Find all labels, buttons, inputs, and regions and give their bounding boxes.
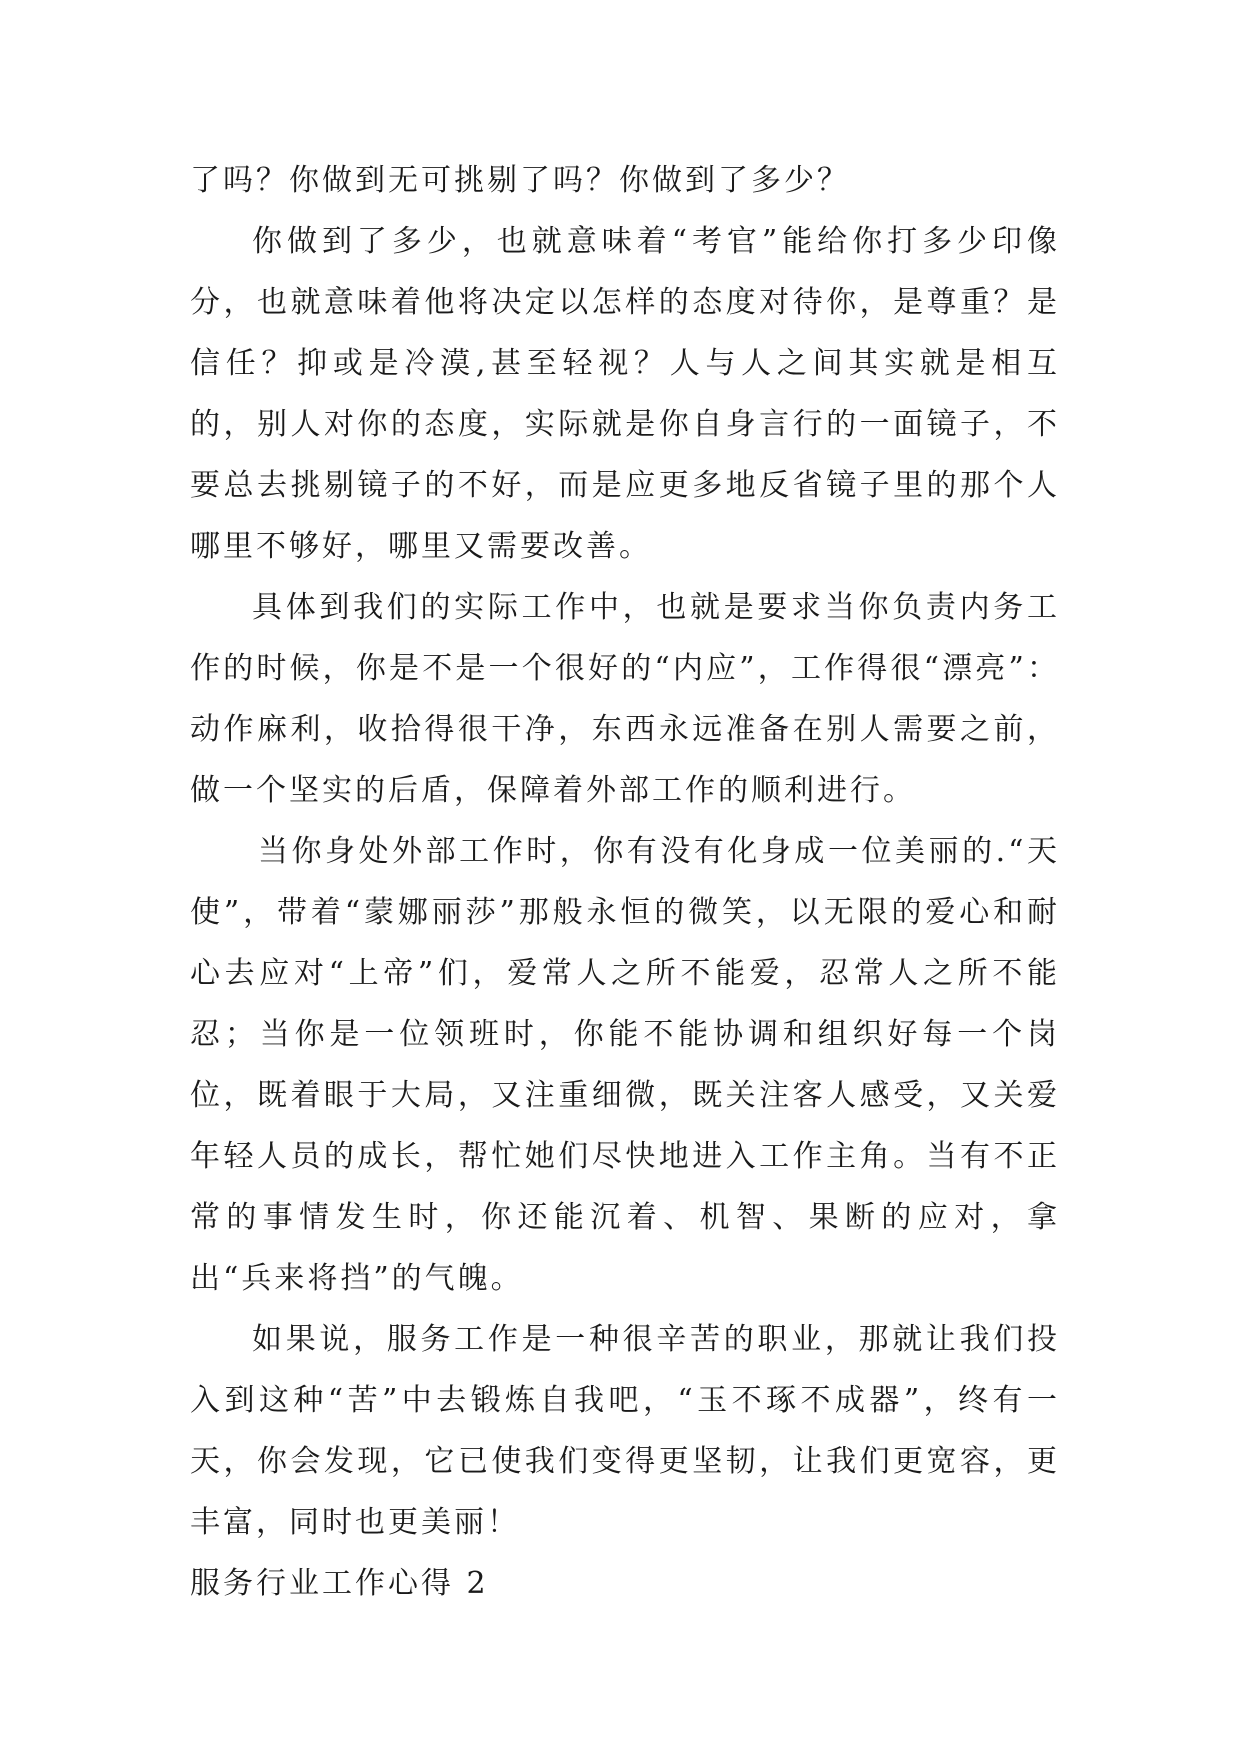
document-body bbox=[190, 150, 1060, 1614]
paragraph-internal-work: 具体到我们的实际工作中，也就是要求当你负责内务工作的时候，你是不是一个很好的“内应”，工作得很“漂亮”：动作麻利，收拾得很干净，东西永远准备在别人需要之前，做一个坚实的后盾，保障着外部工作的顺利进行。 bbox=[190, 590, 1060, 808]
paragraph-continuation: 了吗？你做到无可挑剔了吗？你做到了多少？ bbox=[190, 163, 850, 198]
paragraph-impression: 你做到了多少，也就意味着“考官”能给你打多少印像分，也就意味着他将决定以怎样的态度对待你，是尊重？是信任？抑或是冷漠,甚至轻视？人与人之间其实就是相互的，别人对你的态度，实际就是你自身言行的一面镜子，不要总去挑剔镜子的不好，而是应更多地反省镜子里的那个人哪里不够好，哪里又需要改善。 bbox=[190, 224, 1060, 564]
paragraph-external-work: 当你身处外部工作时，你有没有化身成一位美丽的.“天使”，带着“蒙娜丽莎”那般永恒的微笑，以无限的爱心和耐心去应对“上帝”们，爱常人之所不能爱，忍常人之所不能忍；当你是一位领班时，你能不能协调和组织好每一个岗位，既着眼于大局，又注重细微，既关注客人感受，又关爱年轻人员的成长，帮忙她们尽快地进入工作主角。当有不正常的事情发生时，你还能沉着、机智、果断的应对，拿出“兵来将挡”的气魄。 bbox=[190, 834, 1060, 1296]
paragraph-conclusion: 如果说，服务工作是一种很辛苦的职业，那就让我们投入到这种“苦”中去锻炼自我吧，“玉不琢不成器”，终有一天，你会发现，它已使我们变得更坚韧，让我们更宽容，更丰富，同时也更美丽！ bbox=[190, 1322, 1060, 1540]
section-heading: 服务行业工作心得 2 bbox=[190, 1566, 489, 1601]
